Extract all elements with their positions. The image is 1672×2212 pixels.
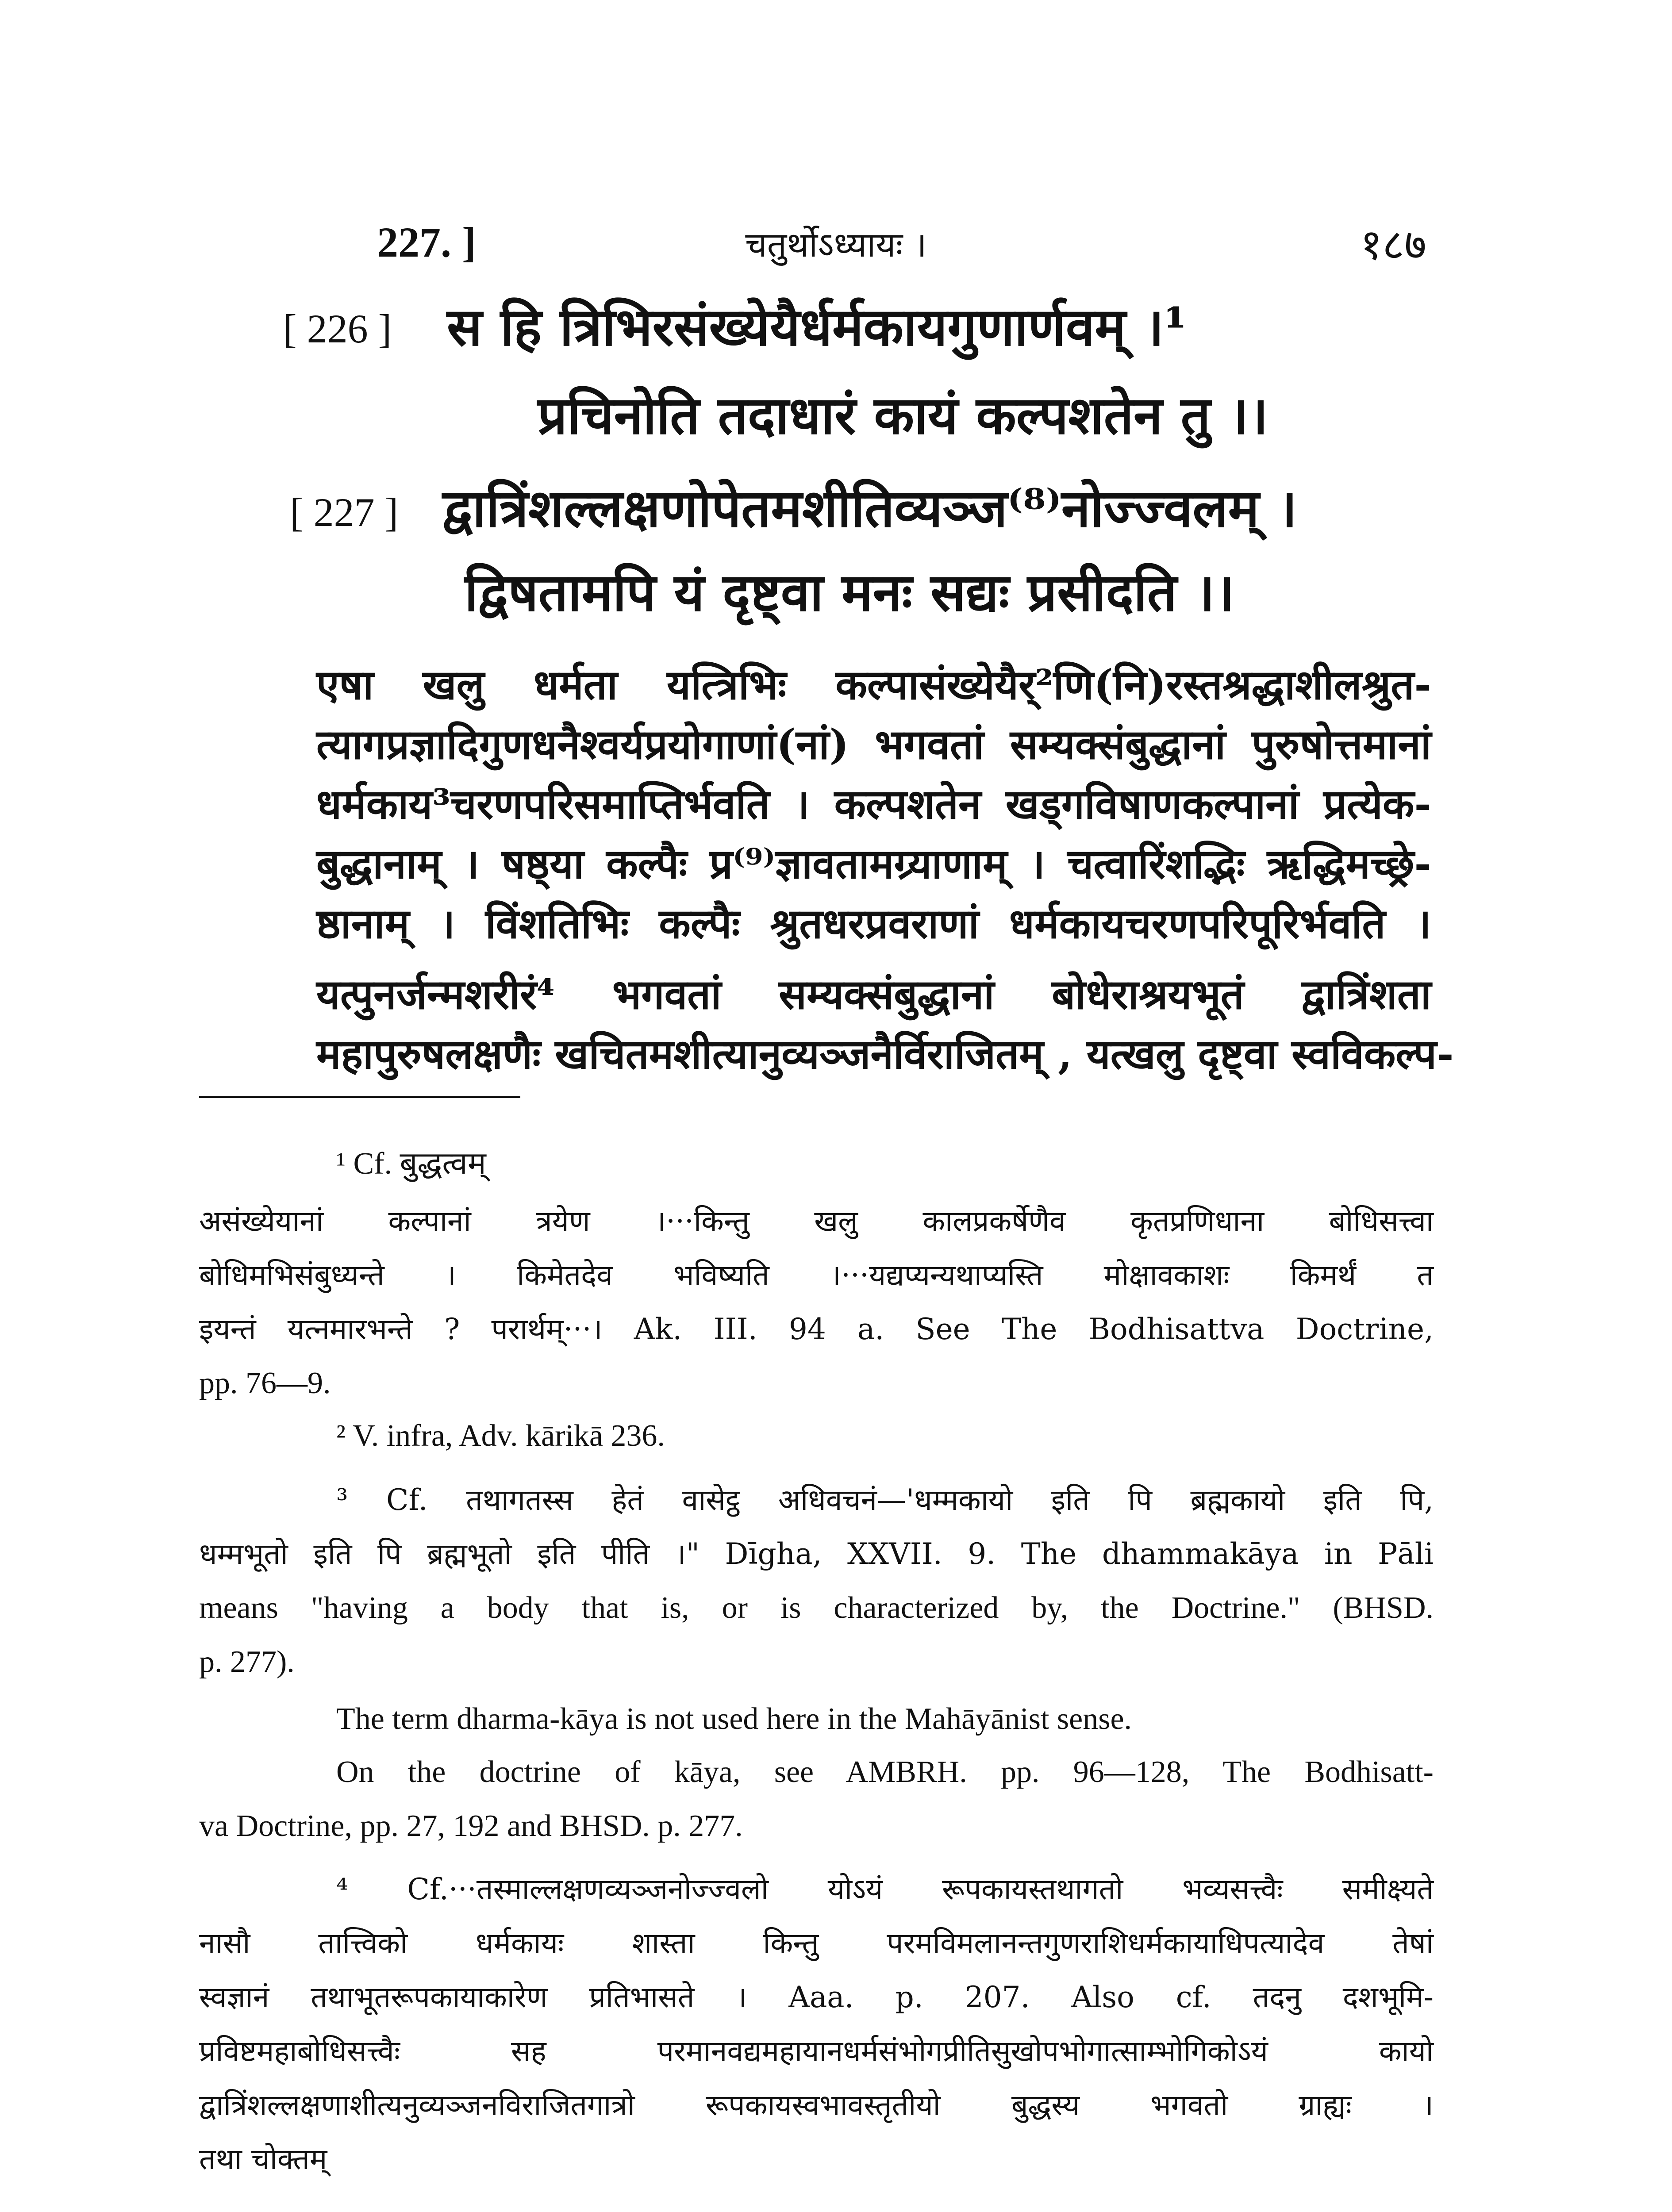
text-line: ² V. infra, Adv. kārikā 236.: [336, 1419, 665, 1453]
text-line: प्रविष्टमहाबोधिसत्त्वैः सह परमानवद्यमहायानधर्मसंभोगप्रीतिसुखोपभोगात्साम्भोगिकोऽयं कायो: [199, 2034, 1434, 2068]
footnote-4: [199, 1863, 1434, 2186]
verse-line: द्वात्रिंशल्लक्षणोपेतमशीतिव्यञ्ज⁽⁸⁾नोज्ज्वलम् ।: [442, 477, 1297, 539]
verse-number: [ 226 ]: [283, 306, 392, 351]
verse-line: स हि त्रिभिरसंख्येयैर्धर्मकायगुणार्णवम् ।¹: [447, 296, 1187, 357]
text-line: तथा चोक्तम्: [199, 2142, 327, 2176]
running-title: चतुर्थोऽध्यायः ।: [745, 225, 927, 265]
verse-range-marker: 227. ]: [377, 219, 476, 266]
text-line: असंख्येयानां कल्पानां त्रयेण ।···किन्तु खलु कालप्रकर्षेणैव कृतप्रणिधाना बोधिसत्त्वा: [199, 1204, 1434, 1238]
text-line: धर्मकाय³चरणपरिसमाप्तिर्भवति । कल्पशतेन खड्गविषाणकल्पानां प्रत्येक-: [316, 780, 1431, 828]
page-number: १८७: [1360, 220, 1426, 269]
text-line: ष्ठानाम् । विंशतिभिः कल्पैः श्रुतधरप्रवराणां धर्मकायचरणपरिपूरिर्भवति ।: [316, 899, 1431, 948]
footnote-separator: [199, 1096, 520, 1098]
footnote-3-doctrine: [199, 1745, 1434, 1853]
text-line: va Doctrine, pp. 27, 192 and BHSD. p. 277.: [199, 1809, 743, 1843]
text-line: स्वज्ञानं तथाभूतरूपकायाकारेण प्रतिभासते । Aaa. p. 207. Also cf. तदनु दशभूमि-: [199, 1980, 1434, 2014]
footnote-3: [199, 1473, 1434, 1689]
text-line: महापुरुषलक्षणैः खचितमशीत्यानुव्यञ्जनैर्विराजितम् , यत्खलु दृष्ट्वा स्वविकल्प-: [316, 1030, 1454, 1078]
text-line: धम्मभूतो इति पि ब्रह्मभूतो इति पीति ।" Dīgha, XXVII. 9. The dhammakāya in Pāli: [199, 1537, 1434, 1571]
text-line: इयन्तं यत्नमारभन्ते ? परार्थम्···। Ak. III. 94 a. See The Bodhisattva Doctrine,: [199, 1312, 1434, 1346]
commentary-paragraph: [316, 655, 1431, 953]
text-line: ⁴ Cf.···तस्माल्लक्षणव्यञ्जनोज्ज्वलो योऽयं रूपकायस्तथागतो भव्यसत्त्वैः समीक्ष्यते: [336, 1872, 1434, 1906]
footnote-heading: ¹ Cf. बुद्धत्वम्: [336, 1147, 486, 1181]
verse-line: द्विषतामपि यं दृष्ट्वा मनः सद्यः प्रसीदति ।।: [465, 561, 1235, 623]
verse-line: प्रचिनोति तदाधारं कायं कल्पशतेन तु ।।: [538, 384, 1268, 446]
text-line: means "having a body that is, or is characterized by, the Doctrine." (BHSD.: [199, 1591, 1434, 1625]
text-line: यत्पुनर्जन्मशरीरं⁴ भगवतां सम्यक्संबुद्धानां बोधेराश्रयभूतं द्वात्रिंशता: [316, 970, 1431, 1018]
text-line: On the doctrine of kāya, see AMBRH. pp. 96—128, The Bodhisatt-: [336, 1755, 1434, 1789]
text-line: pp. 76—9.: [199, 1366, 331, 1400]
text-line: बोधिमभिसंबुध्यन्ते । किमेतदेव भविष्यति ।···यद्यप्यन्यथाप्यस्ति मोक्षावकाशः किमर्थं त: [199, 1258, 1434, 1292]
text-line: The term dharma-kāya is not used here in the Mahāyānist sense.: [336, 1702, 1132, 1736]
text-line: p. 277).: [199, 1645, 295, 1679]
footnote-3-note: [199, 1692, 1434, 1746]
quoted-verse-line: [524, 2208, 984, 2212]
commentary-paragraph: [316, 964, 1454, 1084]
verse-number: [ 227 ]: [290, 490, 399, 535]
text-line: नासौ तात्त्विको धर्मकायः शास्ता किन्तु परमविमलानन्तगुणराशिधर्मकायाधिपत्यादेव तेषां: [199, 1926, 1434, 1960]
text-line: ³ Cf. तथागतस्स हेतं वासेट्ठ अधिवचनं—'धम्मकायो इति पि ब्रह्मकायो इति पि,: [336, 1483, 1434, 1517]
text-line: बुद्धानाम् । षष्ठ्या कल्पैः प्र⁽⁹⁾ज्ञावतामग्र्याणाम् । चत्वारिंशद्भिः ऋद्धिमच्छ्रे-: [316, 840, 1431, 888]
footnote-2: [199, 1409, 1434, 1463]
text-line: द्वात्रिंशल्लक्षणाशीत्यनुव्यञ्जनविराजितगात्रो रूपकायस्वभावस्तृतीयो बुद्धस्य भगवतो ग्राह्यः ।: [199, 2088, 1434, 2122]
text-line: एषा खलु धर्मता यत्त्रिभिः कल्पासंख्येयैर्²णि(नि)रस्तश्रद्धाशीलश्रुत-: [316, 661, 1431, 709]
footnote-1: [199, 1137, 1434, 1191]
text-line: त्यागप्रज्ञादिगुणधनैश्वर्यप्रयोगाणां(नां) भगवतां सम्यक्संबुद्धानां पुरुषोत्तमानां: [316, 720, 1431, 768]
footnote-1-body: [199, 1194, 1434, 1410]
